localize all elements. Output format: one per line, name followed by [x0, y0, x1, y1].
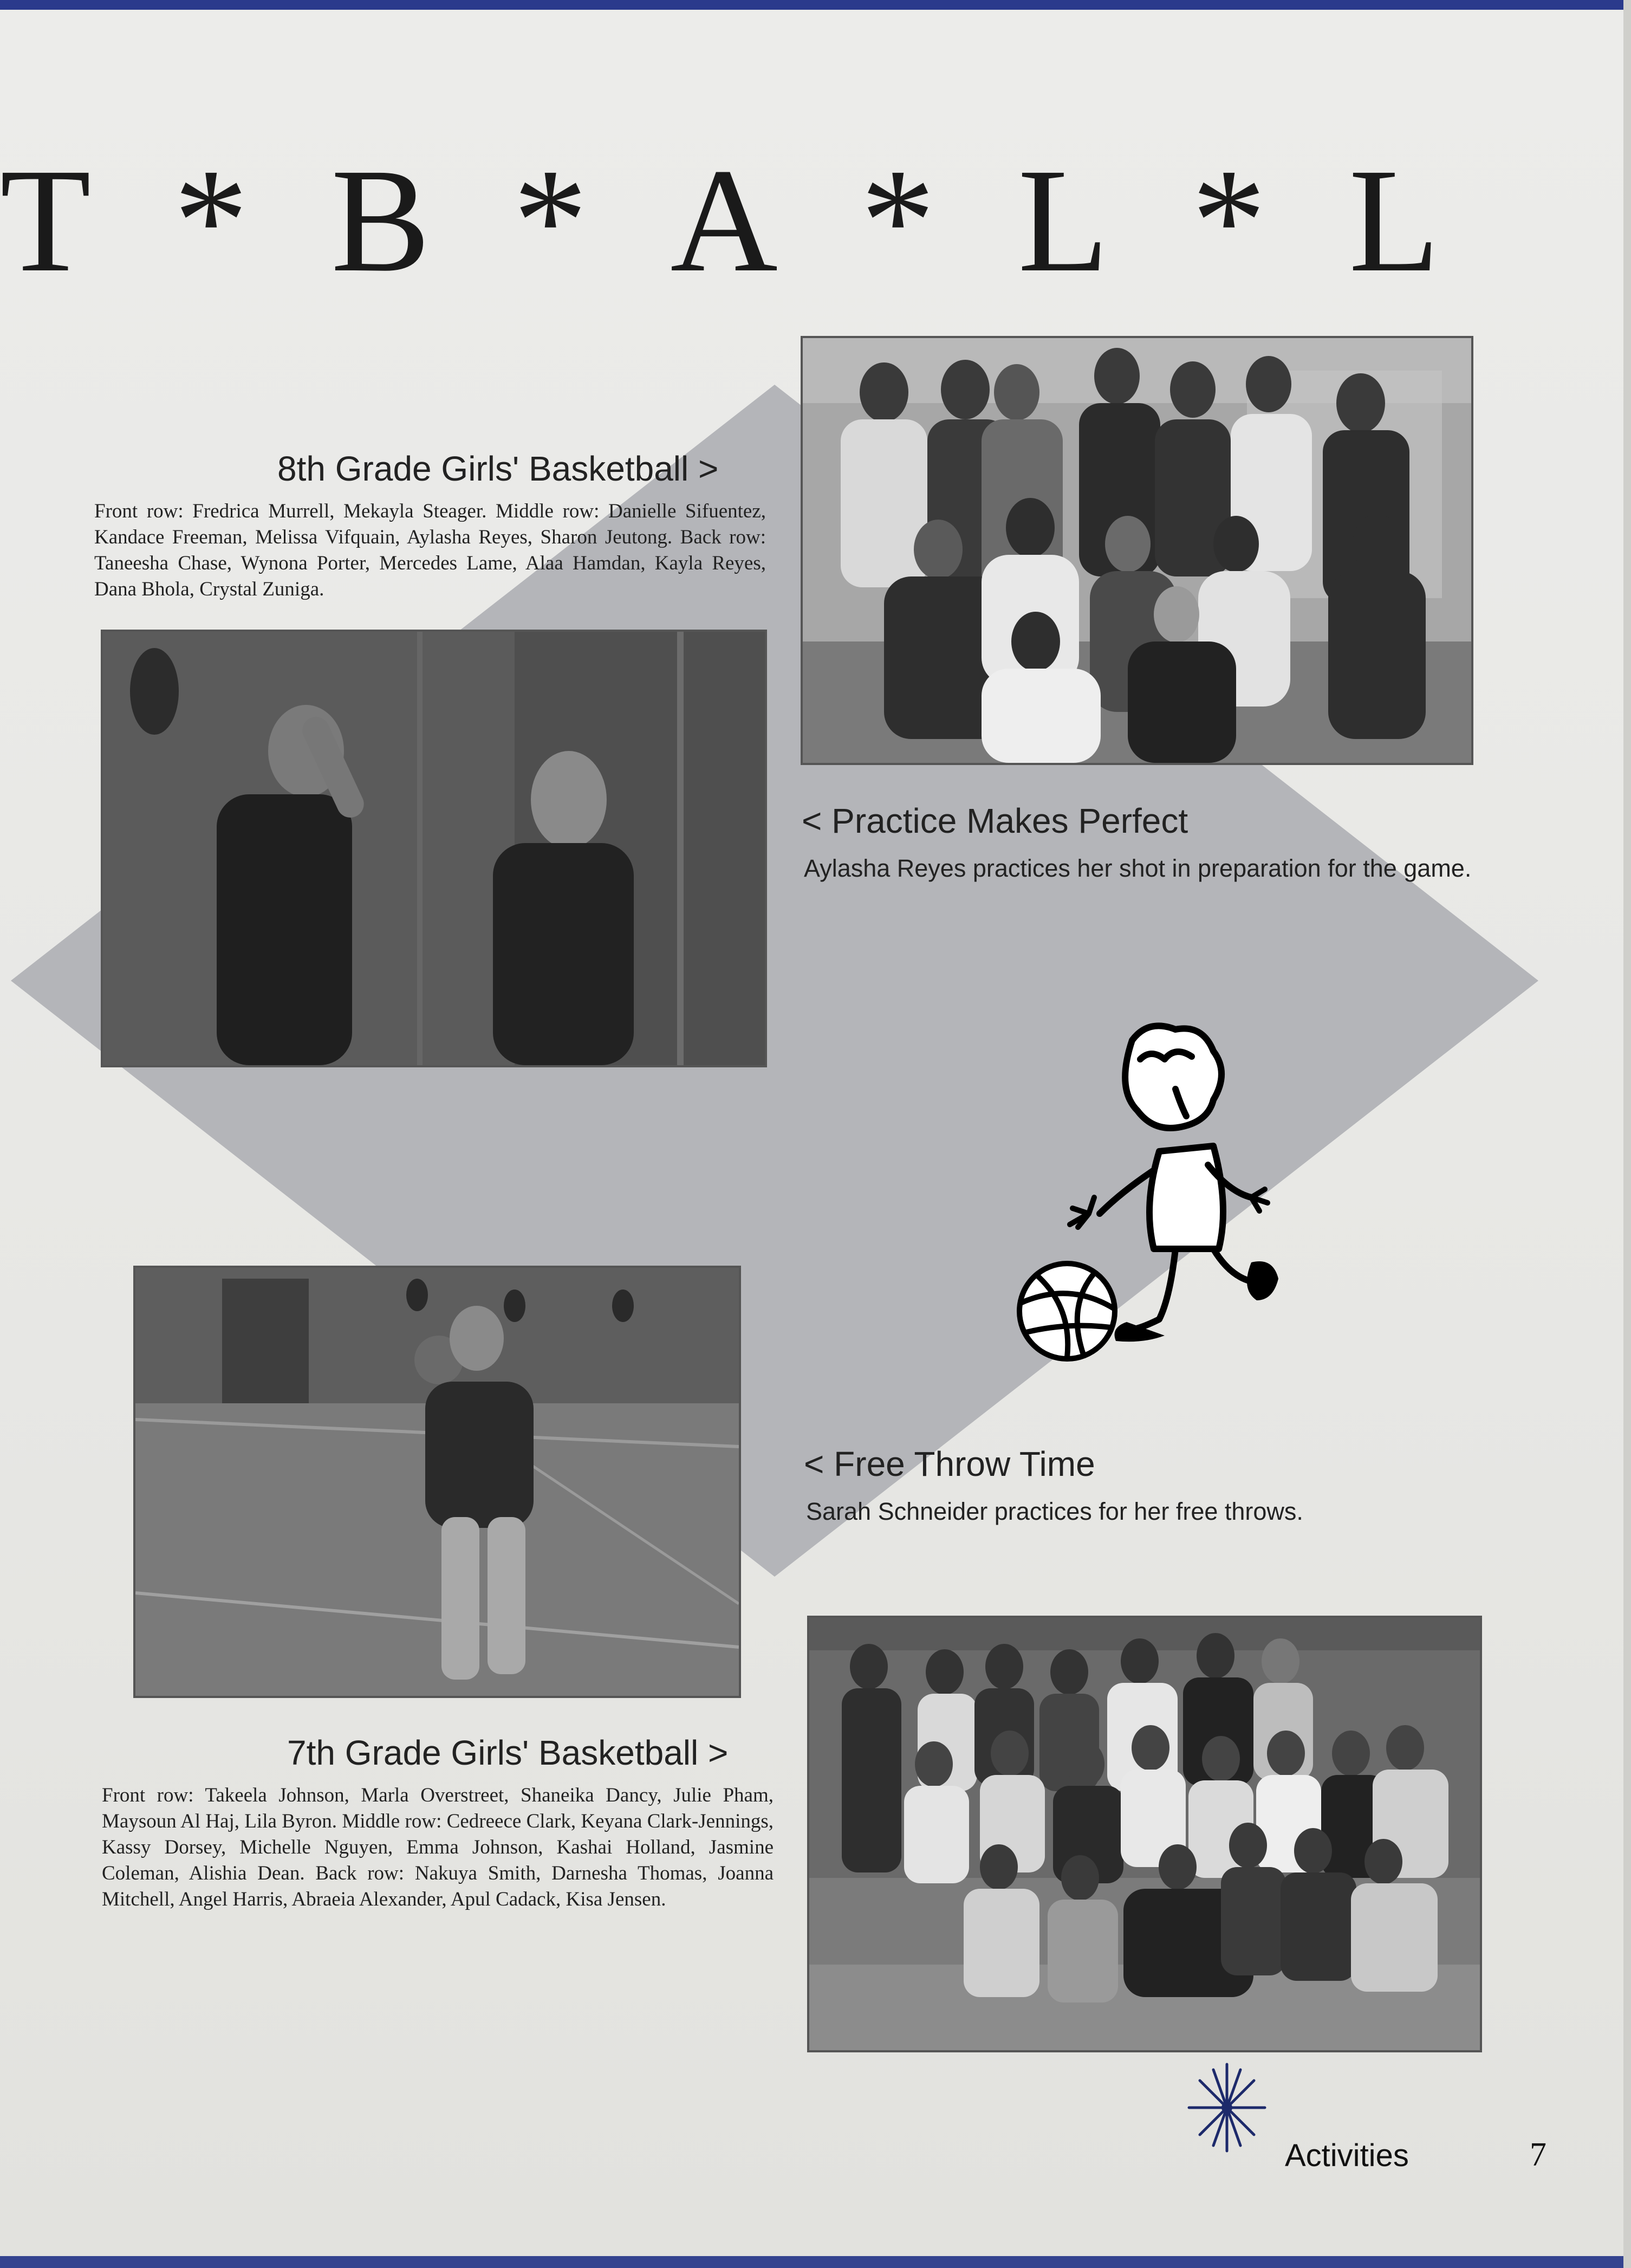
eighth-grade-heading: 8th Grade Girls' Basketball > — [277, 449, 719, 488]
practice-caption-body: Aylasha Reyes practices her shot in preparation for the game. — [804, 854, 1472, 882]
title-letter: L — [1349, 138, 1441, 303]
title-asterisk: * — [860, 138, 937, 303]
footer-section-label: Activities — [1285, 2138, 1409, 2173]
practice-shot-photo — [101, 630, 767, 1067]
right-edge — [1623, 0, 1631, 2268]
title-letter: A — [670, 138, 779, 303]
seventh-grade-roster: Front row: Takeela Johnson, Marla Overstreet, Shaneika Dancy, Julie Pham, Maysoun Al Haj, Lila Byron. Middle row: Cedreece Clark, Keyana Clark-Jennings, Kassy Dorsey, Michelle Nguyen, Emma Johnson, Kashai Holland, Jasmine Coleman, Alishia Dean. Back row: Nakuya Smith, Darnesha Thomas, Joanna Mitchell, Angel Harris, Abraeia Alexander, Apul Cadack, Kisa Jensen. — [102, 1784, 774, 1910]
page-title — [0, 138, 1441, 303]
title-letter: L — [1018, 138, 1110, 303]
top-edge — [0, 0, 1631, 10]
eighth-grade-roster: Front row: Fredrica Murrell, Mekayla Steager. Middle row: Danielle Sifuentez, Kandace Freeman, Melissa Vifquain, Aylasha Reyes, Sharon Jeutong. Back row: Taneesha Chase, Wynona Porter, Mercedes Lame, Alaa Hamdan, Kayla Reyes, Dana Bhola, Crystal Zuniga. — [94, 500, 766, 600]
bottom-edge — [0, 2256, 1631, 2268]
page-number: 7 — [1530, 2136, 1546, 2173]
eighth-grade-team-photo — [801, 336, 1473, 765]
free-throw-photo — [133, 1266, 741, 1698]
title-asterisk: * — [173, 138, 250, 303]
title-asterisk: * — [513, 138, 589, 303]
free-throw-caption-heading: < Free Throw Time — [804, 1444, 1095, 1483]
title-asterisk: * — [1191, 138, 1268, 303]
practice-caption-heading: < Practice Makes Perfect — [802, 801, 1188, 840]
title-letter: B — [330, 138, 432, 303]
sparkle-star-icon — [1184, 2059, 1270, 2156]
seventh-grade-team-photo — [807, 1616, 1482, 2052]
seventh-grade-heading: 7th Grade Girls' Basketball > — [287, 1733, 729, 1772]
title-letter: T — [0, 138, 92, 303]
stick-figure-basketball-icon — [1013, 1008, 1295, 1376]
free-throw-caption-body: Sarah Schneider practices for her free throws. — [806, 1498, 1303, 1525]
